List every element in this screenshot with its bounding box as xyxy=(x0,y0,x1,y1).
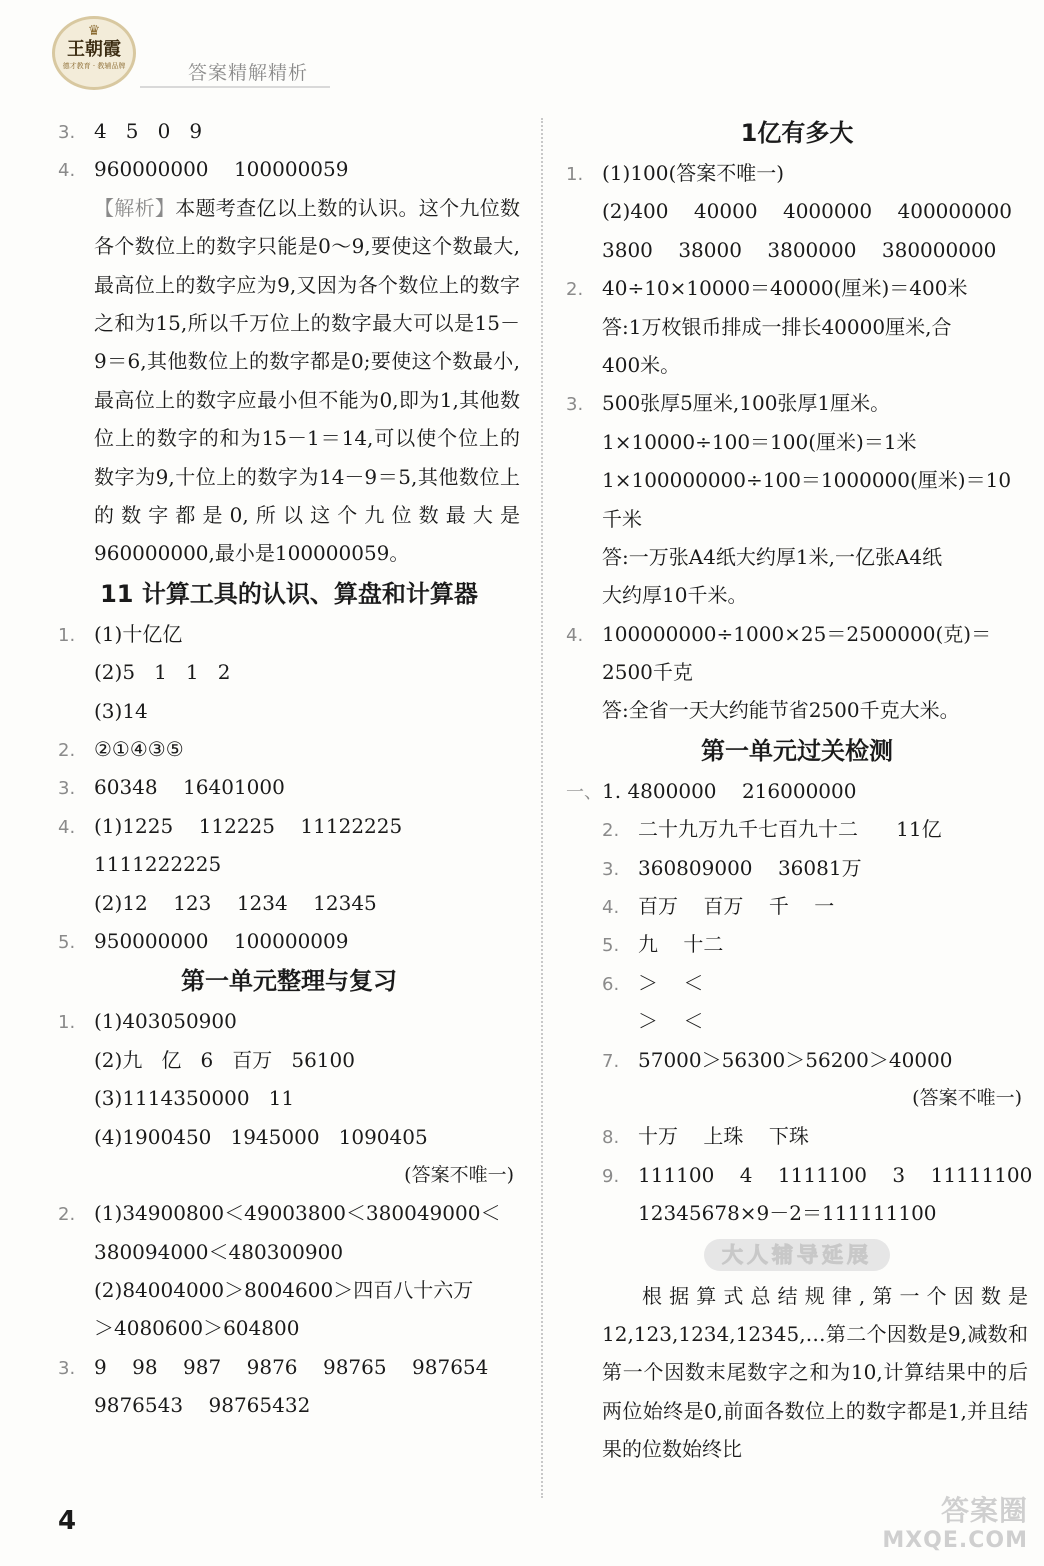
answer-line xyxy=(58,1271,520,1309)
answer-text: 百万 百万 千 一 xyxy=(638,894,835,919)
answer-line xyxy=(566,810,1028,848)
answer-text: (1)100(答案不唯一) xyxy=(602,161,785,185)
answer-text: 360809000 36081万 xyxy=(638,855,862,880)
answer-text: (4)1900450 1945000 1090405 xyxy=(94,1124,428,1149)
answer-text: 十万 上珠 下珠 xyxy=(638,1124,809,1149)
answer-line xyxy=(58,692,520,730)
answer-line xyxy=(566,1194,1028,1232)
answer-text: 九 十二 xyxy=(638,932,724,957)
answer-text: 答:1万枚银币排成一排长40000厘米,合 xyxy=(602,314,952,339)
answer-text: 二十九万九千七百九十二 11亿 xyxy=(638,817,942,842)
answer-line xyxy=(58,1309,520,1347)
explanation-paragraph xyxy=(58,189,520,573)
answer-text: 9 98 987 9876 98765 987654 xyxy=(94,1354,489,1379)
answer-text: 4 5 0 9 xyxy=(94,119,203,143)
answer-text: 1. 4800000 216000000 xyxy=(602,778,857,803)
answer-text: (1)34900800＜49003800＜380049000＜ xyxy=(94,1201,501,1226)
extension-banner-label: 大人辅导延展 xyxy=(704,1239,890,1271)
answer-line xyxy=(58,1348,520,1386)
answer-text: (3)14 xyxy=(94,698,148,723)
item-number: 6. xyxy=(602,973,620,995)
item-number: 3. xyxy=(566,394,584,416)
answer-line xyxy=(58,768,520,806)
answer-line xyxy=(58,807,520,845)
item-number: 4. xyxy=(566,624,584,646)
answer-text: 1×100000000÷100＝1000000(厘米)＝10 xyxy=(602,468,1012,493)
item-number: 2. xyxy=(58,740,76,762)
answer-line xyxy=(566,423,1028,461)
answer-text: (2)400 40000 4000000 400000000 xyxy=(602,199,1013,224)
answer-text: 100000000÷1000×25＝2500000(克)＝ xyxy=(602,621,992,646)
item-number: 8. xyxy=(602,1127,620,1149)
answer-text: 答:全省一天大约能节省2500千克大米。 xyxy=(602,698,960,723)
answer-line xyxy=(566,384,1028,422)
answer-text: (2)84004000＞8004600＞四百八十六万 xyxy=(94,1278,474,1303)
right-column xyxy=(566,112,1033,1469)
answer-text: (2)5 1 1 2 xyxy=(94,660,231,685)
item-number: 3. xyxy=(602,858,620,880)
answer-line xyxy=(566,1117,1028,1155)
answer-line xyxy=(566,308,1028,346)
answer-line xyxy=(566,192,1028,230)
answer-line xyxy=(566,231,1028,269)
answer-text: 答:一万张A4纸大约厚1米,一亿张A4纸 xyxy=(602,544,943,569)
answer-text: (2)九 亿 6 百万 56100 xyxy=(94,1047,355,1072)
answer-line xyxy=(566,461,1028,499)
crown-icon: ♛ xyxy=(87,23,101,39)
logo-name: 王朝霞 xyxy=(67,39,121,60)
answer-line xyxy=(566,1002,1028,1040)
paragraph-text: 本题考查亿以上数的认识。这个九位数各个数位上的数字只能是0～9,要使这个数最大,最高位上的数字应为9,又因为各个数位上的数字之和为15,所以千万位上的数字最大可以是15－9＝6,其他数位上的数字都是0;要使这个数最小,最高位上的数字应最小但不能为0,即为1,其他数位上的数字的和为15－1＝14,可以使个位上的数字为9,十位上的数字为14－9＝5,其他数位上的数字都是0,所以这个九位数最大是960000000,最小是100000059。 xyxy=(94,195,521,566)
logo-subtitle: 德才教育 · 教辅品牌 xyxy=(62,62,126,70)
answer-line xyxy=(58,1079,520,1117)
answer-text: 60348 16401000 xyxy=(94,775,285,800)
answer-line xyxy=(566,500,1028,538)
answer-line xyxy=(566,964,1028,1002)
answer-text: 1111222225 xyxy=(94,852,222,877)
answer-text: ＞4080600＞604800 xyxy=(94,1316,300,1341)
item-number: 2. xyxy=(566,279,584,301)
answer-line xyxy=(58,884,520,922)
answer-text: 40÷10×10000＝40000(厘米)＝400米 xyxy=(602,276,968,301)
answer-line xyxy=(58,112,520,150)
answer-note: (答案不唯一) xyxy=(404,1163,514,1186)
left-column xyxy=(58,112,520,1425)
item-number: 一、 xyxy=(566,781,602,803)
answer-text: 57000＞56300＞56200＞40000 xyxy=(638,1047,953,1072)
answer-text: ＞ ＜ xyxy=(638,1009,704,1034)
answer-text: (1)1225 112225 11122225 xyxy=(94,813,403,838)
extension-banner xyxy=(566,1233,1028,1277)
answer-text: 9876543 98765432 xyxy=(94,1393,311,1418)
paragraph-text: 根据算式总结规律,第一个因数是12,123,1234,12345,…第二个因数是9,减数和第一个因数末尾数字之和为10,计算结果中的后两位始终是0,前面各数位上的数字都是1,并且结果的位数始终比 xyxy=(602,1283,1028,1462)
answer-text: 500张厚5厘米,100张厚1厘米。 xyxy=(602,391,891,416)
answer-line xyxy=(58,1041,520,1079)
answer-text: (1)403050900 xyxy=(94,1009,237,1034)
section-label: 答案精解精析 xyxy=(188,62,309,84)
item-number: 3. xyxy=(58,1357,76,1379)
item-number: 2. xyxy=(602,820,620,842)
answer-line xyxy=(566,772,1028,810)
answer-line xyxy=(566,1041,1028,1079)
answer-text: 3800 38000 3800000 380000000 xyxy=(602,237,997,262)
section-heading: 第一单元过关检测 xyxy=(701,736,893,765)
section-heading: 1亿有多大 xyxy=(740,119,854,147)
item-number: 4. xyxy=(58,816,76,838)
item-number: 9. xyxy=(602,1165,620,1187)
explanation-paragraph xyxy=(566,1277,1028,1469)
item-number: 5. xyxy=(58,931,76,953)
item-number: 3. xyxy=(58,122,76,143)
header-rule xyxy=(140,86,330,88)
answer-text: 千米 xyxy=(602,506,642,531)
section-heading: 11 计算工具的认识、算盘和计算器 xyxy=(100,579,478,608)
answer-line xyxy=(58,1386,520,1424)
item-number: 7. xyxy=(602,1050,620,1072)
answer-line xyxy=(566,1156,1033,1194)
answer-text: 400米。 xyxy=(602,352,681,377)
answer-text: (2)12 123 1234 12345 xyxy=(94,890,377,915)
answer-text: 111100 4 1111100 3 11111100 xyxy=(638,1162,1033,1187)
answer-text: ＞ ＜ xyxy=(638,970,704,995)
answer-line xyxy=(566,691,1028,729)
item-number: 1. xyxy=(58,624,76,646)
watermark-text: 答案圈 xyxy=(940,1494,1028,1527)
item-number: 5. xyxy=(602,935,620,957)
item-number: 1. xyxy=(58,1012,76,1034)
watermark-url: MXQE.COM xyxy=(882,1528,1028,1553)
answer-line xyxy=(566,615,1028,653)
answer-note: (答案不唯一) xyxy=(912,1086,1022,1109)
answer-line xyxy=(566,576,1028,614)
answer-line xyxy=(566,887,1028,925)
publisher-logo xyxy=(52,16,136,90)
answer-line xyxy=(58,1002,520,1040)
page-header xyxy=(0,0,1044,100)
answer-text: 12345678×9－2＝111111100 xyxy=(638,1201,937,1226)
analysis-tag: 【解析】 xyxy=(94,195,176,220)
item-number: 4. xyxy=(602,897,620,919)
answer-text: 960000000 100000059 xyxy=(94,157,349,182)
answer-text: 950000000 100000009 xyxy=(94,928,349,953)
answer-line xyxy=(58,730,520,768)
answer-line xyxy=(566,346,1028,384)
item-number: 4. xyxy=(58,160,76,182)
answer-line xyxy=(566,653,1028,691)
answer-text: 380094000＜480300900 xyxy=(94,1239,344,1264)
answer-line xyxy=(58,615,520,653)
column-divider xyxy=(541,118,543,1498)
answer-line xyxy=(566,925,1028,963)
answer-text: ②①④③⑤ xyxy=(94,737,184,762)
item-number: 3. xyxy=(58,778,76,800)
answer-line xyxy=(58,653,520,691)
answer-line xyxy=(58,1194,520,1232)
answer-line xyxy=(566,269,1028,307)
answer-text: (1)十亿亿 xyxy=(94,621,183,646)
item-number: 1. xyxy=(566,164,584,185)
answer-text: 2500千克 xyxy=(602,660,693,685)
watermark xyxy=(882,1496,1028,1556)
page-number: 4 xyxy=(58,1506,77,1536)
answer-line xyxy=(58,845,520,883)
answer-text: (3)1114350000 11 xyxy=(94,1086,295,1111)
answer-text: 大约厚10千米。 xyxy=(602,583,748,608)
answer-line xyxy=(566,154,1028,192)
answer-line xyxy=(58,150,520,188)
answer-text: 1×10000÷100＝100(厘米)＝1米 xyxy=(602,429,917,454)
section-heading: 第一单元整理与复习 xyxy=(181,967,397,996)
answer-line xyxy=(58,1118,520,1156)
item-number: 2. xyxy=(58,1204,76,1226)
answer-line xyxy=(566,849,1028,887)
answer-line xyxy=(58,1233,520,1271)
answer-line xyxy=(58,922,520,960)
answer-line xyxy=(566,538,1028,576)
